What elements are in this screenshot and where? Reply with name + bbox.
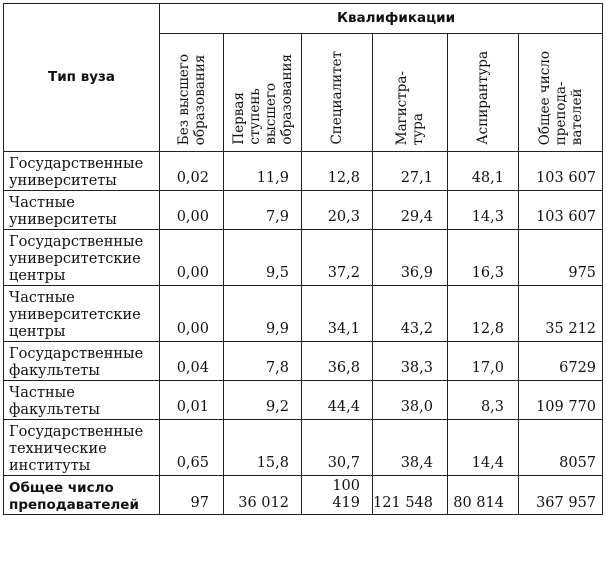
cell-first-level-higher-education: 11,9 (224, 152, 302, 191)
cell-specialist: 34,1 (302, 286, 373, 342)
institution-type (4, 152, 160, 191)
column-header-line: Первая (230, 92, 247, 145)
cell-no-higher-education: 0,00 (160, 286, 224, 342)
column-header-line: Магистра- (394, 70, 410, 145)
cell-total-teachers: 367 957 (519, 476, 603, 515)
institution-type-line: Частные (9, 195, 75, 211)
column-header-line: Без высшего (175, 53, 192, 145)
table-row (4, 152, 603, 191)
total-row (4, 476, 603, 515)
column-header-text (394, 71, 426, 145)
column-header-line: Аспирантура (475, 51, 491, 145)
cell-total-teachers: 35 212 (519, 286, 603, 342)
institution-type-line: Государственные (9, 234, 144, 250)
cell-total-teachers: 109 770 (519, 381, 603, 420)
cell-postgraduate: 12,8 (448, 286, 519, 342)
cell-no-higher-education: 0,02 (160, 152, 224, 191)
total-label (4, 476, 160, 515)
cell-total-teachers: 8057 (519, 420, 603, 476)
column-header-line: высшего (262, 83, 279, 145)
cell-total-teachers: 103 607 (519, 152, 603, 191)
column-header-text (537, 51, 585, 145)
table-row (4, 420, 603, 476)
institution-type-line: преподавателей (9, 497, 139, 513)
cell-postgraduate: 80 814 (448, 476, 519, 515)
institution-type (4, 191, 160, 230)
column-header-first-level-higher-education (224, 34, 302, 152)
institution-type-line: Государственные (9, 156, 144, 172)
column-header-line: препода- (552, 81, 569, 145)
column-header-total-teachers (519, 34, 603, 152)
header-row-group (4, 4, 603, 34)
table-row (4, 342, 603, 381)
cell-postgraduate: 16,3 (448, 230, 519, 286)
cell-no-higher-education: 0,04 (160, 342, 224, 381)
cell-specialist: 30,7 (302, 420, 373, 476)
cell-specialist: 36,8 (302, 342, 373, 381)
header-qualifications: Квалификации (160, 4, 603, 34)
column-header-line: вателей (568, 88, 585, 145)
cell-masters: 29,4 (373, 191, 448, 230)
cell-masters: 36,9 (373, 230, 448, 286)
cell-masters: 121 548 (373, 476, 448, 515)
institution-type-line: университетские (9, 307, 141, 323)
table-body (4, 152, 603, 515)
cell-no-higher-education: 0,00 (160, 230, 224, 286)
column-header-line: тура (410, 112, 426, 145)
cell-specialist: 44,4 (302, 381, 373, 420)
institution-type-line: факультеты (9, 363, 100, 379)
cell-no-higher-education: 97 (160, 476, 224, 515)
cell-total-teachers: 6729 (519, 342, 603, 381)
column-header-line: ступень (246, 88, 263, 145)
column-header-line: Общее число (536, 50, 553, 145)
institution-type-line: центры (9, 324, 66, 340)
institution-type-line: университеты (9, 173, 117, 189)
cell-specialist: 100 419 (302, 476, 373, 515)
cell-first-level-higher-education: 15,8 (224, 420, 302, 476)
institution-type-line: университетские (9, 251, 141, 267)
qualifications-table (3, 3, 603, 515)
cell-first-level-higher-education: 9,9 (224, 286, 302, 342)
cell-postgraduate: 14,4 (448, 420, 519, 476)
cell-masters: 38,4 (373, 420, 448, 476)
institution-type-line: институты (9, 458, 91, 474)
institution-type (4, 286, 160, 342)
cell-specialist: 20,3 (302, 191, 373, 230)
institution-type-line: Частные (9, 290, 75, 306)
table-row (4, 381, 603, 420)
column-header-text (176, 54, 208, 145)
column-header-line: образования (278, 54, 295, 145)
institution-type (4, 381, 160, 420)
institution-type (4, 342, 160, 381)
column-header-postgraduate (448, 34, 519, 152)
institution-type-line: университеты (9, 212, 117, 228)
column-header-no-higher-education (160, 34, 224, 152)
institution-type-line: Частные (9, 385, 75, 401)
cell-masters: 27,1 (373, 152, 448, 191)
column-header-text (329, 51, 345, 145)
column-header-masters (373, 34, 448, 152)
cell-first-level-higher-education: 36 012 (224, 476, 302, 515)
cell-masters: 43,2 (373, 286, 448, 342)
institution-type-line: факультеты (9, 402, 100, 418)
cell-postgraduate: 48,1 (448, 152, 519, 191)
column-header-text (231, 54, 295, 145)
column-header-line: образования (191, 54, 208, 145)
cell-first-level-higher-education: 7,9 (224, 191, 302, 230)
cell-first-level-higher-education: 9,5 (224, 230, 302, 286)
cell-no-higher-education: 0,00 (160, 191, 224, 230)
column-header-specialist (302, 34, 373, 152)
row-header-type: Тип вуза (4, 4, 160, 152)
cell-no-higher-education: 0,01 (160, 381, 224, 420)
cell-total-teachers: 103 607 (519, 191, 603, 230)
cell-first-level-higher-education: 9,2 (224, 381, 302, 420)
institution-type-line: технические (9, 441, 107, 457)
cell-masters: 38,0 (373, 381, 448, 420)
cell-specialist: 37,2 (302, 230, 373, 286)
institution-type (4, 230, 160, 286)
table-row (4, 286, 603, 342)
cell-masters: 38,3 (373, 342, 448, 381)
column-header-text (475, 51, 491, 145)
institution-type-line: Государственные (9, 346, 144, 362)
cell-postgraduate: 8,3 (448, 381, 519, 420)
table-row (4, 191, 603, 230)
cell-no-higher-education: 0,65 (160, 420, 224, 476)
cell-postgraduate: 14,3 (448, 191, 519, 230)
institution-type-line: Общее число (9, 480, 114, 496)
institution-type (4, 420, 160, 476)
cell-postgraduate: 17,0 (448, 342, 519, 381)
cell-first-level-higher-education: 7,8 (224, 342, 302, 381)
column-header-line: Специалитет (329, 51, 345, 145)
cell-specialist: 12,8 (302, 152, 373, 191)
table-row (4, 230, 603, 286)
institution-type-line: центры (9, 268, 66, 284)
institution-type-line: Государственные (9, 424, 144, 440)
cell-total-teachers: 975 (519, 230, 603, 286)
